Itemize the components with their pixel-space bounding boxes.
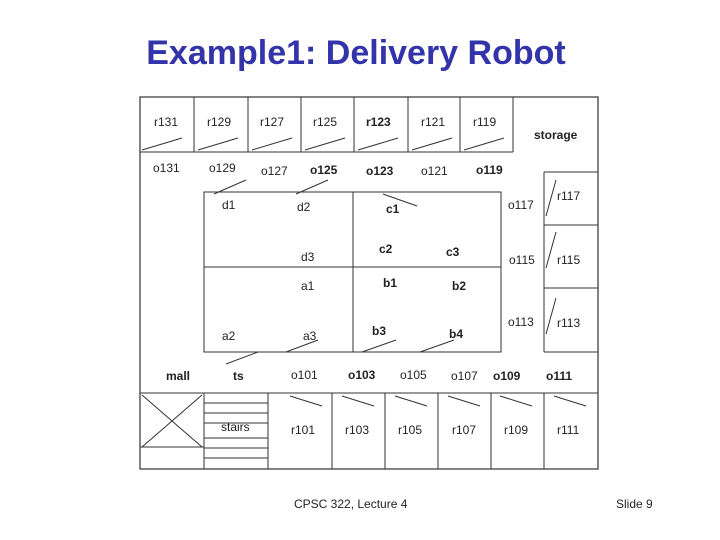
room-label-r109: r109 (504, 423, 529, 437)
door-mark (198, 138, 238, 150)
office-label-o121: o121 (421, 164, 448, 178)
door-mark (554, 396, 586, 406)
door-mark (342, 396, 374, 406)
point-label-b3: b3 (372, 324, 387, 338)
point-label-b1: b1 (383, 276, 398, 290)
room-label-r111: r111 (557, 423, 580, 437)
office-label-o127: o127 (261, 164, 288, 178)
room-label-r131: r131 (154, 115, 179, 129)
office-label-o125: o125 (310, 163, 338, 177)
office-label-o107: o107 (451, 369, 478, 383)
point-label-a2: a2 (222, 329, 236, 343)
office-label-o103: o103 (348, 368, 376, 382)
point-label-b4: b4 (449, 327, 464, 341)
door-mark (412, 138, 452, 150)
point-label-a3: a3 (303, 329, 317, 343)
point-label-d3: d3 (301, 250, 315, 264)
room-label-r113: r113 (557, 316, 581, 330)
door-mark (290, 396, 322, 406)
office-label-o115: o115 (509, 253, 535, 267)
room-label-r129: r129 (207, 115, 232, 129)
room-label-r101: r101 (291, 423, 316, 437)
door-mark (546, 298, 556, 334)
office-label-o123: o123 (366, 164, 394, 178)
point-label-d2: d2 (297, 200, 311, 214)
door-mark (395, 396, 427, 406)
door-mark (448, 396, 480, 406)
office-label-o101: o101 (291, 368, 318, 382)
room-label-r125: r125 (313, 115, 338, 129)
point-label-c2: c2 (379, 242, 393, 256)
point-label-c3: c3 (446, 245, 460, 259)
room-label-r119: r119 (473, 115, 497, 129)
door-mark (305, 138, 345, 150)
room-label-r117: r117 (557, 189, 581, 203)
room-label-r121: r121 (421, 115, 446, 129)
footer-slide-number: Slide 9 (616, 497, 653, 511)
point-label-c1: c1 (386, 202, 400, 216)
point-label-b2: b2 (452, 279, 467, 293)
point-label-d1: d1 (222, 198, 236, 212)
door-mark (546, 232, 556, 268)
room-label-r103: r103 (345, 423, 370, 437)
door-mark (362, 340, 396, 352)
office-label-o111: o111 (546, 369, 573, 383)
office-label-o119: o119 (476, 163, 503, 177)
office-label-o117: o117 (508, 198, 534, 212)
office-label-o105: o105 (400, 368, 427, 382)
room-label-r127: r127 (260, 115, 285, 129)
door-mark (358, 138, 398, 150)
office-label-o109: o109 (493, 369, 521, 383)
door-mark (464, 138, 504, 150)
footer-course: CPSC 322, Lecture 4 (294, 497, 408, 511)
office-label-o113: o113 (508, 315, 534, 329)
door-mark (500, 396, 532, 406)
door-mark (546, 180, 556, 216)
stairs-label: stairs (221, 420, 250, 434)
door-mark (252, 138, 292, 150)
room-label-r107: r107 (452, 423, 477, 437)
door-mark (142, 138, 182, 150)
room-label-r105: r105 (398, 423, 423, 437)
room-label-r115: r115 (557, 253, 581, 267)
door-mark (420, 340, 454, 352)
door-mark (226, 352, 258, 364)
slide-title: Example1: Delivery Robot (146, 34, 566, 72)
point-label-a1: a1 (301, 279, 315, 293)
ts-label: ts (233, 369, 244, 383)
mall-label: mall (166, 369, 191, 383)
office-label-o131: o131 (153, 161, 180, 175)
office-label-o129: o129 (209, 161, 236, 175)
storage-label: storage (534, 128, 578, 142)
room-label-r123: r123 (366, 115, 391, 129)
